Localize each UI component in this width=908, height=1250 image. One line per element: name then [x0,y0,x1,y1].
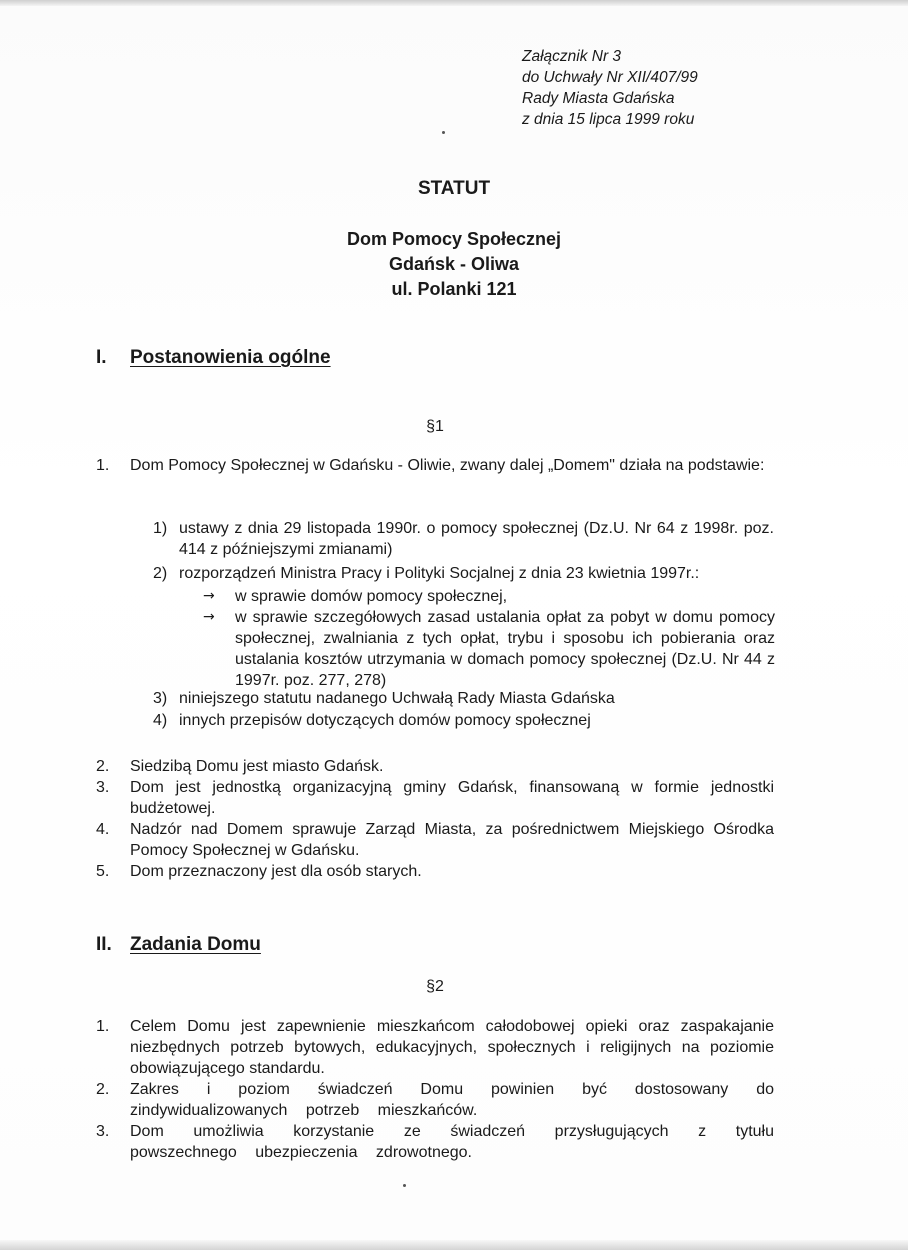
item-text: Siedzibą Domu jest miasto Gdańsk. [130,758,384,775]
paragraph-mark: §1 [426,418,444,435]
item-number: 2. [96,1081,110,1098]
scan-edge-top [0,0,908,6]
institution-location: Gdańsk - Oliwa [388,254,520,274]
item-text: Nadzór nad Domem sprawuje Zarząd Miasta, za pośrednictwem Miejskiego Ośrodka Pomocy Społecznej w Gdańsku. [130,821,774,859]
institution-name: Dom Pomocy Społecznej [346,229,562,249]
item-text: Celem Domu jest zapewnienie mieszkańcom całodobowej opieki oraz zaspakajanie niezbędnych potrzeb bytowych, edukacyjnych, społecznych i religijnych na poziomie obowiązującego standardu. [130,1018,774,1077]
item-number: 1. [96,457,110,474]
sub-item-text: ustawy z dnia 29 listopada 1990r. o pomocy społecznej (Dz.U. Nr 64 z 1998r. poz. 414 z późniejszymi zmianami) [179,520,774,558]
sub-item-number: 4) [153,712,168,729]
sub-item [153,518,774,560]
sub-item-number: 2) [153,565,168,582]
annex-line: Załącznik Nr 3 [522,48,622,65]
sub-item [153,688,774,709]
item-text: Dom Pomocy Społecznej w Gdańsku - Oliwie, zwany dalej „Domem" działa na podstawie: [130,457,765,474]
section-number: II. [96,934,112,955]
section-heading [96,934,261,956]
sub-item [153,563,774,584]
arrow-list [203,586,775,691]
sub-item-number: 3) [153,690,168,707]
sub-item [153,710,774,731]
annex-line: do Uchwały Nr XII/407/99 [522,69,698,86]
item-number: 3. [96,1123,110,1140]
sub-item-text: innych przepisów dotyczących domów pomocy społecznej [179,712,591,729]
item-number: 3. [96,779,110,796]
scan-speck [403,1184,406,1187]
item-number: 2. [96,758,110,775]
item-number: 4. [96,821,110,838]
numbered-list [96,1016,774,1163]
arrow-icon: → [203,588,215,604]
section-title: Postanowienia ogólne [130,347,331,368]
annex-line: z dnia 15 lipca 1999 roku [522,111,695,128]
arrow-icon: → [203,609,215,625]
sub-item-text: niniejszego statutu nadanego Uchwałą Rady Miasta Gdańska [179,690,615,707]
sub-item-number: 1) [153,520,168,537]
item-text: Dom jest jednostką organizacyjną gminy Gdańsk, finansowaną w formie jednostki budżetowej. [130,779,774,817]
item-text: Dom przeznaczony jest dla osób starych. [130,863,422,880]
arrow-item-text: w sprawie szczegółowych zasad ustalania opłat za pobyt w domu pomocy społecznej, zwalniania z tych opłat, trybu i sposobu ich pobierania oraz ustalania kosztów utrzymania w domach pomocy społecznej (Dz.U. Nr 44 z 1997r. poz. 277, 278) [235,609,775,689]
item-text: Dom umożliwia korzystanie ze świadczeń przysługujących z tytułu powszechnego ubezpieczenia zdrowotnego. [130,1123,774,1161]
institution-address: ul. Polanki 121 [391,279,517,299]
paragraph-mark: §2 [426,978,444,995]
annex-line: Rady Miasta Gdańska [522,90,675,107]
item-text: Zakres i poziom świadczeń Domu powinien być dostosowany do zindywidualizowanych potrzeb mieszkańców. [130,1081,774,1119]
section-heading [96,347,331,369]
section-title: Zadania Domu [130,934,261,955]
scan-edge-bottom [0,1240,908,1250]
document-title: STATUT [417,178,491,199]
item-number: 1. [96,1018,110,1035]
item-number: 5. [96,863,110,880]
numbered-list [96,756,774,882]
arrow-item-text: w sprawie domów pomocy społecznej, [235,588,508,605]
scan-speck [442,131,445,134]
list-item [96,455,774,476]
section-number: I. [96,347,107,368]
annex-reference [522,46,698,130]
sub-item-text: rozporządzeń Ministra Pracy i Polityki Socjalnej z dnia 23 kwietnia 1997r.: [179,565,700,582]
